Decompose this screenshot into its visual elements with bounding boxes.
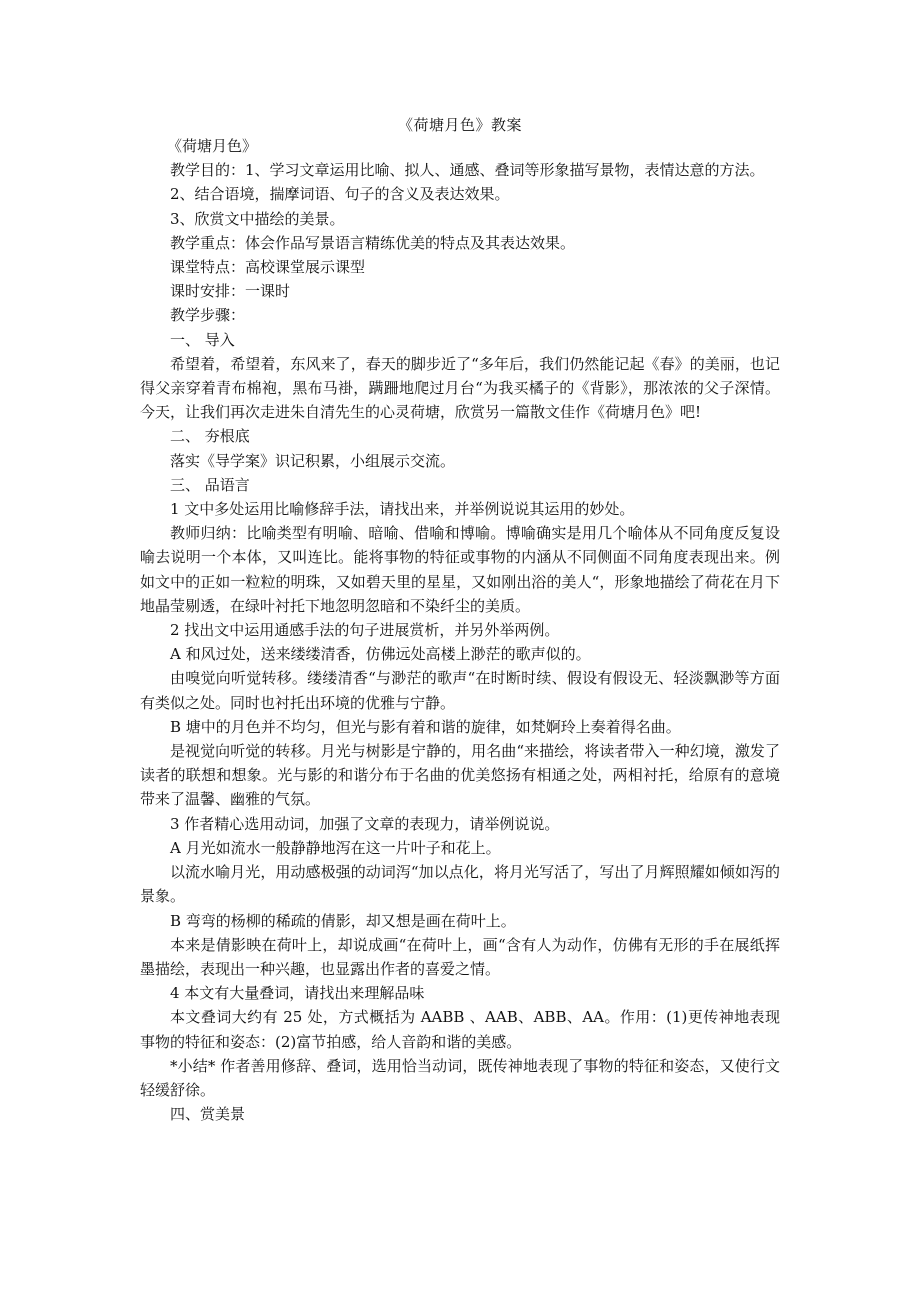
summary-paragraph: *小结* 作者善用修辞、叠词，选用恰当动词，既传神地表现了事物的特征和姿态，又使行文轻缓舒徐。: [140, 1056, 780, 1099]
example-2a: A 和风过处，送来缕缕清香，仿佛远处高楼上渺茫的歌声似的。: [170, 645, 591, 664]
section-heading-foundation: 二、 夯根底: [170, 427, 250, 446]
analysis-2b: 是视觉向听觉的转移。月光与树影是宁静的，用名曲“来描绘，将读者带入一种幻境，激发了读者的联想和想象。光与影的和谐分布于名曲的优美悠扬有相通之处，两相衬托，给原有的意境带来了温馨、幽雅的气氛。: [140, 742, 780, 809]
analysis-3a: 以流水喻月光，用动感极强的动词泻“加以点化，将月光写活了，写出了月辉照耀如倾如泻的景象。: [140, 863, 780, 906]
question-3: 3 作者精心选用动词，加强了文章的表现力，请举例说说。: [170, 814, 560, 833]
paragraph-foundation-text: 落实《导学案》识记积累，小组展示交流。: [170, 451, 456, 470]
document-body: [140, 134, 780, 1126]
paragraph-teaching-goal-3: 3、欣赏文中描绘的美景。: [170, 209, 345, 228]
answer-4: 本文叠词大约有 25 处，方式概括为 AABB 、AAB、ABB、AA。作用：(1)更传神地表现事物的特征和姿态：(2)富节拍感，给人音韵和谐的美感。: [140, 1008, 780, 1051]
paragraph-class-feature: 课堂特点：高校课堂展示课型: [170, 258, 366, 277]
paragraph-subtitle: 《荷塘月色》: [167, 137, 258, 155]
section-heading-intro: 一、 导入: [170, 330, 235, 349]
section-heading-scenery: 四、赏美景: [170, 1105, 246, 1124]
paragraph-teaching-goal-1: 教学目的：1、学习文章运用比喻、拟人、通感、叠词等形象描写景物，表情达意的方法。: [170, 161, 765, 180]
paragraph-intro-text: 希望着，希望着，东风来了，春天的脚步近了“多年后，我们仍然能记起《春》的美丽，也记得父亲穿着青布棉袍，黑布马褂，蹒跚地爬过月台“为我买橘子的《背影》，那浓浓的父子深情。今天，让我们再次走进朱自清先生的心灵荷塘，欣赏另一篇散文佳作《荷塘月色》吧!: [140, 354, 780, 422]
example-3a: A 月光如流水一般静静地泻在这一片叶子和花上。: [170, 838, 501, 857]
analysis-3b: 本来是倩影映在荷叶上，却说成画“在荷叶上，画“含有人为动作，仿佛有无形的手在展纸挥墨描绘，表现出一种兴趣，也显露出作者的喜爱之情。: [140, 935, 780, 978]
example-3b: B 弯弯的杨柳的稀疏的倩影，却又想是画在荷叶上。: [170, 911, 516, 930]
paragraph-steps-heading: 教学步骤：: [170, 306, 246, 325]
document-title: 《荷塘月色》教案: [397, 116, 522, 134]
paragraph-teaching-goal-2: 2、结合语境，揣摩词语、句子的含义及表达效果。: [170, 185, 510, 204]
paragraph-schedule: 课时安排：一课时: [170, 282, 291, 301]
question-2: 2 找出文中运用通感手法的句子进展赏析，并另外举两例。: [170, 621, 560, 640]
analysis-2a: 由嗅觉向听觉转移。缕缕清香“与渺茫的歌声“在时断时续、假设有假设无、轻淡飘渺等方面有类似之处。同时也衬托出环境的优雅与宁静。: [140, 669, 780, 712]
section-heading-language: 三、 品语言: [170, 475, 250, 494]
example-2b: B 塘中的月色并不均匀，但光与影有着和谐的旋律，如梵婀玲上奏着得名曲。: [170, 717, 681, 736]
answer-1: 教师归纳：比喻类型有明喻、暗喻、借喻和博喻。博喻确实是用几个喻体从不同角度反复设喻去说明一个本体，又叫连比。能将事物的特征或事物的内涵从不同侧面不同角度表现出来。例如文中的正如一粒粒的明珠，又如碧天里的星星，又如刚出浴的美人“，形象地描绘了荷花在月下地晶莹剔透，在绿叶衬托下地忽明忽暗和不染纤尘的美质。: [140, 524, 780, 615]
question-1: 1 文中多处运用比喻修辞手法，请找出来，并举例说说其运用的妙处。: [170, 500, 635, 519]
question-4: 4 本文有大量叠词，请找出来理解品味: [170, 984, 425, 1003]
paragraph-key-point: 教学重点：体会作品写景语言精练优美的特点及其表达效果。: [170, 233, 576, 252]
